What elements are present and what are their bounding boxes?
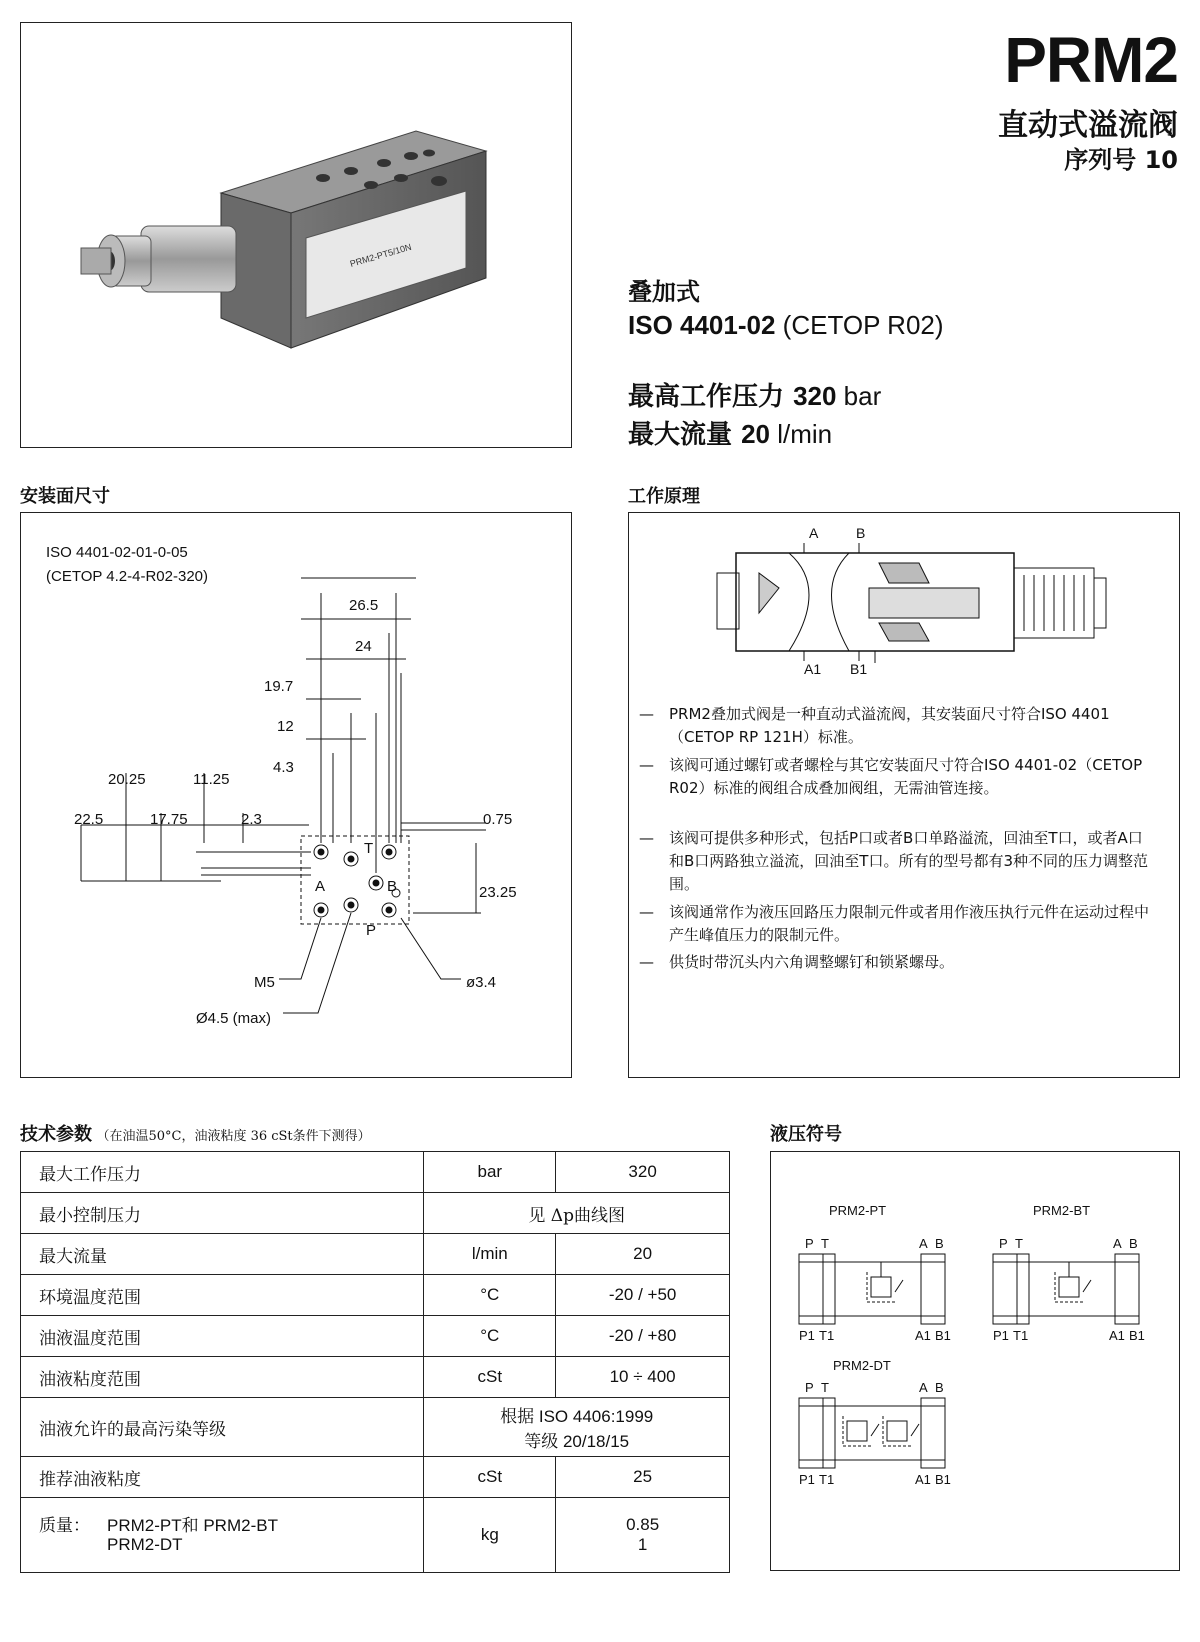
hydraulic-symbols <box>771 1152 1178 1569</box>
table-row <box>21 1457 730 1498</box>
max-pressure <box>628 376 881 413</box>
dim-2-3: 2.3 <box>241 811 262 828</box>
bt-label-b1: B1 <box>1129 1328 1145 1343</box>
pt-label-p1: P1 <box>799 1328 815 1343</box>
plate-text: PRM2-PT5/10N <box>348 241 413 269</box>
principle-bullet: — 该阀可通过螺钉或者螺栓与其它安装面尺寸符合ISO 4401-02（CETOP R02）标准的阀组合成叠加阀组，无需油管连接。 <box>639 756 1143 797</box>
table-row <box>21 1193 730 1234</box>
param-label: 推荐油液粘度 <box>21 1457 424 1498</box>
dim-26-5: 26.5 <box>349 597 379 614</box>
mounting-panel <box>20 512 572 1078</box>
param-label: 最大工作压力 <box>21 1152 424 1193</box>
section-label-b1: B1 <box>850 661 868 677</box>
dim-4-3: 4.3 <box>273 759 294 776</box>
section-label-b: B <box>856 525 866 541</box>
tech-heading-row <box>20 1120 371 1146</box>
param-label: 油液温度范围 <box>21 1316 424 1357</box>
page-title: PRM2 <box>1004 24 1178 96</box>
param-value: 见 Δp曲线图 <box>424 1193 730 1234</box>
param-value: 10 ÷ 400 <box>556 1357 730 1398</box>
param-value: -20 / +50 <box>556 1275 730 1316</box>
table-row <box>21 1498 730 1573</box>
mounting-heading: 安装面尺寸 <box>20 486 110 507</box>
param-unit: bar <box>424 1152 556 1193</box>
port-T: T <box>364 840 374 857</box>
dim-12: 12 <box>277 718 294 735</box>
dim-19-7: 19.7 <box>264 678 294 695</box>
symbol-title-bt: PRM2-BT <box>1033 1203 1091 1218</box>
symbol-title-dt: PRM2-DT <box>833 1358 891 1373</box>
param-value <box>424 1398 730 1457</box>
product-photo <box>21 23 570 446</box>
mass-label: 质量： <box>39 1516 90 1535</box>
series-number: 序列号 10 <box>1064 146 1178 174</box>
param-value: 320 <box>556 1152 730 1193</box>
dt-label-p: P <box>805 1380 814 1395</box>
mass-model-1: PRM2-PT和 PRM2-BT <box>107 1516 278 1535</box>
table-row <box>21 1357 730 1398</box>
param-label: 最大流量 <box>21 1234 424 1275</box>
pt-label-b: B <box>935 1236 944 1251</box>
dim-17-75: 17.75 <box>150 811 188 828</box>
tech-table <box>20 1151 730 1573</box>
dt-label-a: A <box>919 1380 928 1395</box>
principle-bullet: — 该阀通常作为液压回路压力限制元件或者用作液压执行元件在运动过程中产生峰值压力的限制元件。 <box>639 903 1150 944</box>
param-value: 20 <box>556 1234 730 1275</box>
mass-value-1: 0.85 <box>626 1515 660 1534</box>
dim-20-25: 20.25 <box>108 771 146 788</box>
symbol-title-pt: PRM2-PT <box>829 1203 887 1218</box>
std-line-1: ISO 4401-02-01-0-05 <box>46 544 188 561</box>
tech-heading: 技术参数 <box>20 1124 92 1145</box>
symbols-panel <box>770 1151 1180 1571</box>
dt-label-b1: B1 <box>935 1472 951 1487</box>
pressure-value: 320 <box>793 381 837 411</box>
param-value: 25 <box>556 1457 730 1498</box>
mass-model-2: PRM2-DT <box>107 1535 183 1554</box>
param-unit: °C <box>424 1316 556 1357</box>
symbols-heading: 液压符号 <box>770 1124 842 1145</box>
principle-bullet: — 供货时带沉头内六角调整螺钉和锁紧螺母。 <box>639 953 955 971</box>
flow-label: 最大流量 <box>628 420 742 450</box>
dt-label-a1: A1 <box>915 1472 931 1487</box>
pt-label-a1: A1 <box>915 1328 931 1343</box>
dim-22-5: 22.5 <box>74 811 104 828</box>
dt-label-t: T <box>821 1380 829 1395</box>
mass-value-2: 1 <box>637 1535 648 1554</box>
section-drawing <box>629 513 1178 683</box>
pt-label-t1: T1 <box>819 1328 835 1343</box>
dim-23-25: 23.25 <box>479 884 517 901</box>
bt-label-b: B <box>1129 1236 1138 1251</box>
page-subtitle: 直动式溢流阀 <box>998 108 1178 143</box>
bt-label-a1: A1 <box>1109 1328 1125 1343</box>
pressure-label: 最高工作压力 <box>628 382 794 412</box>
principle-panel <box>628 512 1180 1078</box>
contamination-standard: 根据 ISO 4406:1999 <box>500 1407 654 1426</box>
dim-0-75: 0.75 <box>483 811 513 828</box>
param-unit: cSt <box>424 1357 556 1398</box>
param-label: 最小控制压力 <box>21 1193 424 1234</box>
bt-label-p1: P1 <box>993 1328 1009 1343</box>
iso-rest: (CETOP R02) <box>775 310 944 340</box>
dt-label-p1: P1 <box>799 1472 815 1487</box>
bt-label-t1: T1 <box>1013 1328 1029 1343</box>
product-photo-frame <box>20 22 572 448</box>
bt-label-p: P <box>999 1236 1008 1251</box>
hole-3-4: ø3.4 <box>466 974 497 991</box>
principle-heading: 工作原理 <box>628 486 700 507</box>
contamination-class: 等级 20/18/15 <box>524 1432 630 1451</box>
pt-label-t: T <box>821 1236 829 1251</box>
flow-unit: l/min <box>769 419 833 449</box>
max-flow <box>628 414 832 451</box>
dim-24: 24 <box>355 638 372 655</box>
pt-label-b1: B1 <box>935 1328 951 1343</box>
port-B: B <box>387 878 398 895</box>
table-row <box>21 1316 730 1357</box>
iso-standard <box>628 310 944 341</box>
param-unit: l/min <box>424 1234 556 1275</box>
mounting-drawing <box>21 513 570 1076</box>
mount-type: 叠加式 <box>628 278 700 306</box>
pt-label-a: A <box>919 1236 928 1251</box>
dt-label-t1: T1 <box>819 1472 835 1487</box>
table-row <box>21 1234 730 1275</box>
section-label-a: A <box>809 525 819 541</box>
pt-label-p: P <box>805 1236 814 1251</box>
flow-value: 20 <box>741 419 770 449</box>
param-label: 油液允许的最高污染等级 <box>21 1398 424 1457</box>
port-P: P <box>366 922 377 939</box>
mass-cell <box>21 1498 424 1573</box>
param-unit: kg <box>424 1498 556 1573</box>
dim-11-25: 11.25 <box>193 771 230 788</box>
bt-label-t: T <box>1015 1236 1023 1251</box>
param-unit: cSt <box>424 1457 556 1498</box>
table-row <box>21 1398 730 1457</box>
std-line-2: (CETOP 4.2-4-R02-320) <box>46 568 209 585</box>
thread-m5: M5 <box>254 974 275 991</box>
tech-note: （在油温50°C，油液粘度 36 cSt条件下测得） <box>96 1129 371 1144</box>
table-row <box>21 1275 730 1316</box>
table-row <box>21 1152 730 1193</box>
param-label: 环境温度范围 <box>21 1275 424 1316</box>
dt-label-b: B <box>935 1380 944 1395</box>
param-label: 油液粘度范围 <box>21 1357 424 1398</box>
principle-bullet: — PRM2叠加式阀是一种直动式溢流阀，其安装面尺寸符合ISO 4401（CETOP RP 121H）标准。 <box>639 705 1110 746</box>
bt-label-a: A <box>1113 1236 1122 1251</box>
iso-bold: ISO 4401-02 <box>628 310 776 340</box>
pressure-unit: bar <box>836 381 882 411</box>
port-A: A <box>315 878 326 895</box>
param-value <box>556 1498 730 1573</box>
section-label-a1: A1 <box>804 661 822 677</box>
param-unit: °C <box>424 1275 556 1316</box>
hole-4-5: Ø4.5 (max) <box>196 1010 272 1027</box>
principle-bullet: — 该阀可提供多种形式，包括P口或者B口单路溢流，回油至T口，或者A口和B口两路独立溢流，回油至T口。所有的型号都有3种不同的压力调整范围。 <box>639 829 1148 893</box>
param-value: -20 / +80 <box>556 1316 730 1357</box>
